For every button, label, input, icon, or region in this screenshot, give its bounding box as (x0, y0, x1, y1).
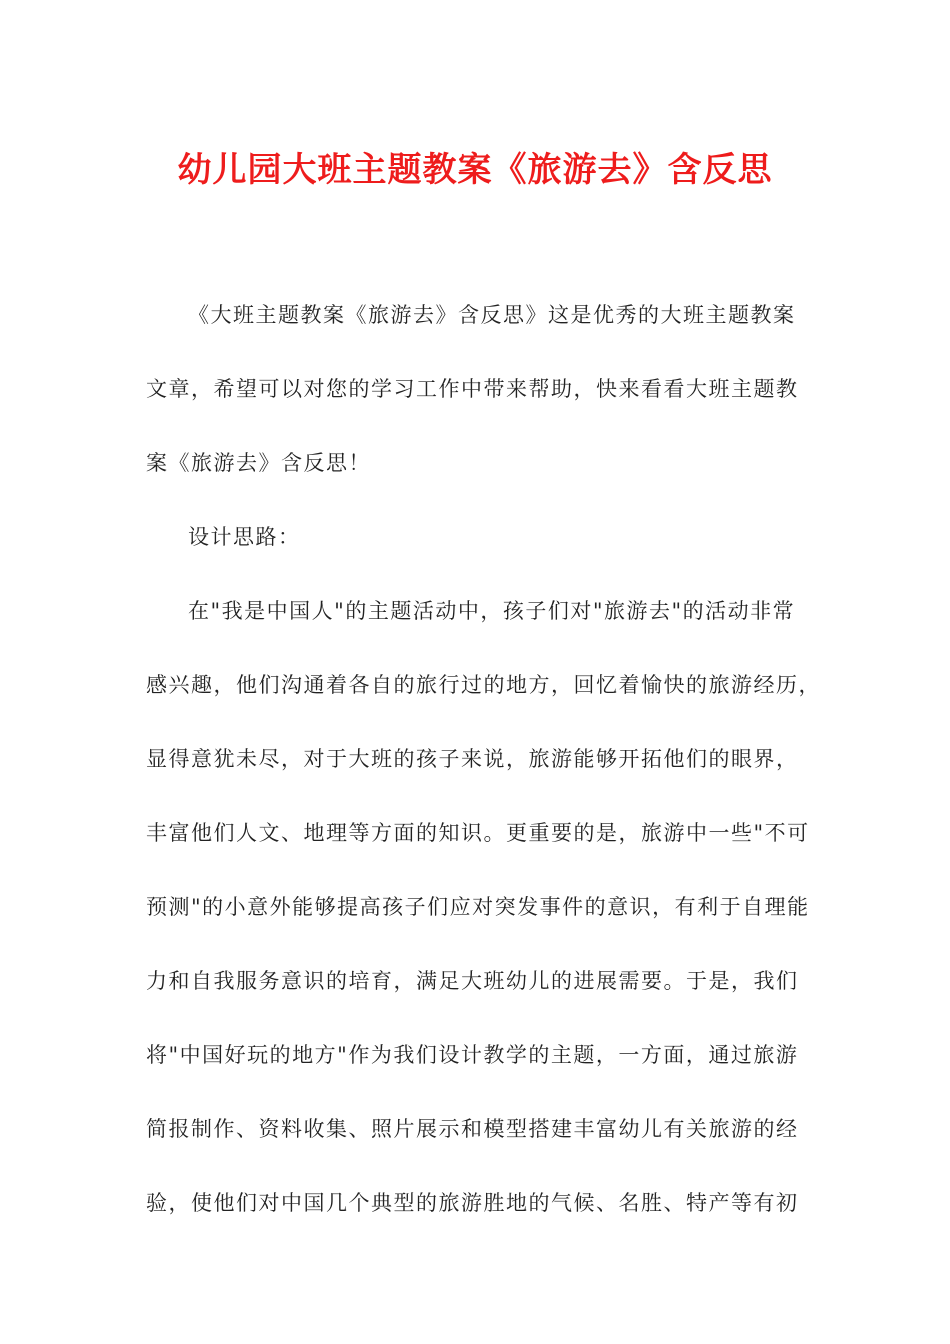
paragraph-line: 力和自我服务意识的培育，满足大班幼儿的进展需要。于是，我们 (146, 969, 799, 993)
paragraph-line: 丰富他们人文、地理等方面的知识。更重要的是，旅游中一些"不可 (146, 821, 810, 845)
section-heading: 设计思路： (188, 525, 301, 549)
paragraph-line: 将"中国好玩的地方"作为我们设计教学的主题，一方面，通过旅游 (146, 1043, 799, 1067)
paragraph-line: 预测"的小意外能够提高孩子们应对突发事件的意识，有利于自理能 (146, 895, 810, 919)
paragraph-line: 文章，希望可以对您的学习工作中带来帮助，快来看看大班主题教 (146, 377, 799, 401)
document-title: 幼儿园大班主题教案《旅游去》含反思 (177, 150, 773, 190)
paragraph-line: 案《旅游去》含反思！ (146, 451, 371, 475)
paragraph-line: 验，使他们对中国几个典型的旅游胜地的气候、名胜、特产等有初 (146, 1191, 799, 1215)
paragraph-line: 感兴趣，他们沟通着各自的旅行过的地方，回忆着愉快的旅游经历， (146, 673, 821, 697)
document-body (146, 278, 821, 1240)
paragraph-line: 简报制作、资料收集、照片展示和模型搭建丰富幼儿有关旅游的经 (146, 1117, 799, 1141)
paragraph-line: 显得意犹未尽，对于大班的孩子来说，旅游能够开拓他们的眼界， (146, 747, 799, 771)
paragraph-line: 在"我是中国人"的主题活动中，孩子们对"旅游去"的活动非常 (188, 599, 796, 623)
paragraph-line: 《大班主题教案《旅游去》含反思》这是优秀的大班主题教案 (188, 303, 796, 327)
